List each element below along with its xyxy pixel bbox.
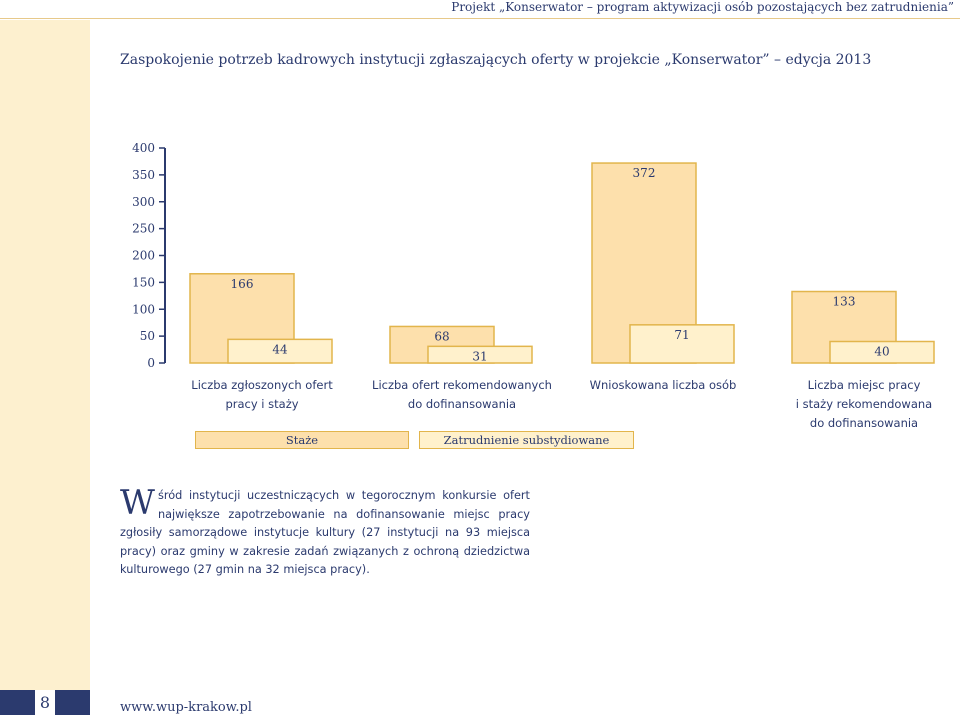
- category-label: do dofinansowania: [407, 397, 517, 411]
- bar-value-label: 71: [674, 327, 690, 342]
- page-number-block: [0, 690, 90, 715]
- y-tick-label: 0: [147, 356, 155, 370]
- y-tick-label: 250: [132, 221, 155, 236]
- category-label: pracy i staży: [225, 397, 299, 411]
- bar-value-label: 133: [832, 294, 856, 309]
- category-label: Liczba miejsc pracy: [807, 378, 921, 392]
- y-tick-label: 400: [132, 141, 155, 155]
- y-tick-label: 300: [132, 194, 155, 209]
- bar-value-label: 166: [230, 276, 254, 291]
- category-label: i staży rekomendowana: [795, 397, 933, 411]
- bar-value-label: 40: [874, 344, 890, 359]
- paragraph-text: śród instytucji uczestniczących w tegorocznym konkursie ofert największe zapotrzebowanie na dofinansowanie miejsc pracy zgłosiły samorządowe instytucje kultury (27 instytucji na 93 miejsca pracy) oraz gminy w zakresie zadań związanych z ochroną dziedzictwa kulturowego (27 gmin na 32 miejsca pracy).: [120, 489, 530, 576]
- y-tick-label: 350: [132, 167, 155, 182]
- page-number: 8: [35, 690, 55, 715]
- category-label: do dofinansowania: [809, 416, 919, 430]
- y-tick-label: 150: [132, 275, 155, 290]
- legend-item-staze: Staże: [195, 431, 409, 449]
- dropcap-letter: W: [120, 483, 155, 523]
- body-paragraph: [120, 483, 530, 580]
- category-label: Liczba zgłoszonych ofert: [191, 378, 333, 392]
- y-tick-label: 50: [139, 329, 155, 344]
- category-label: Wnioskowana liczba osób: [589, 378, 737, 392]
- bar-value-label: 372: [632, 166, 656, 181]
- y-tick-label: 100: [132, 302, 155, 317]
- page-header: Projekt „Konserwator – program aktywizacji osób pozostających bez zatrudnienia”: [451, 0, 954, 14]
- bar-value-label: 31: [472, 349, 488, 364]
- bar-value-label: 68: [434, 329, 450, 344]
- footer-url: www.wup-krakow.pl: [120, 700, 252, 715]
- legend-item-zatrudnienie: Zatrudnienie substydiowane: [419, 431, 634, 449]
- category-label: Liczba ofert rekomendowanych: [372, 378, 552, 392]
- y-tick-label: 200: [132, 248, 155, 263]
- chart-title: Zaspokojenie potrzeb kadrowych instytucji zgłaszających oferty w projekcie „Konserwator” – edycja 2013: [120, 52, 872, 68]
- bar-value-label: 44: [272, 342, 288, 357]
